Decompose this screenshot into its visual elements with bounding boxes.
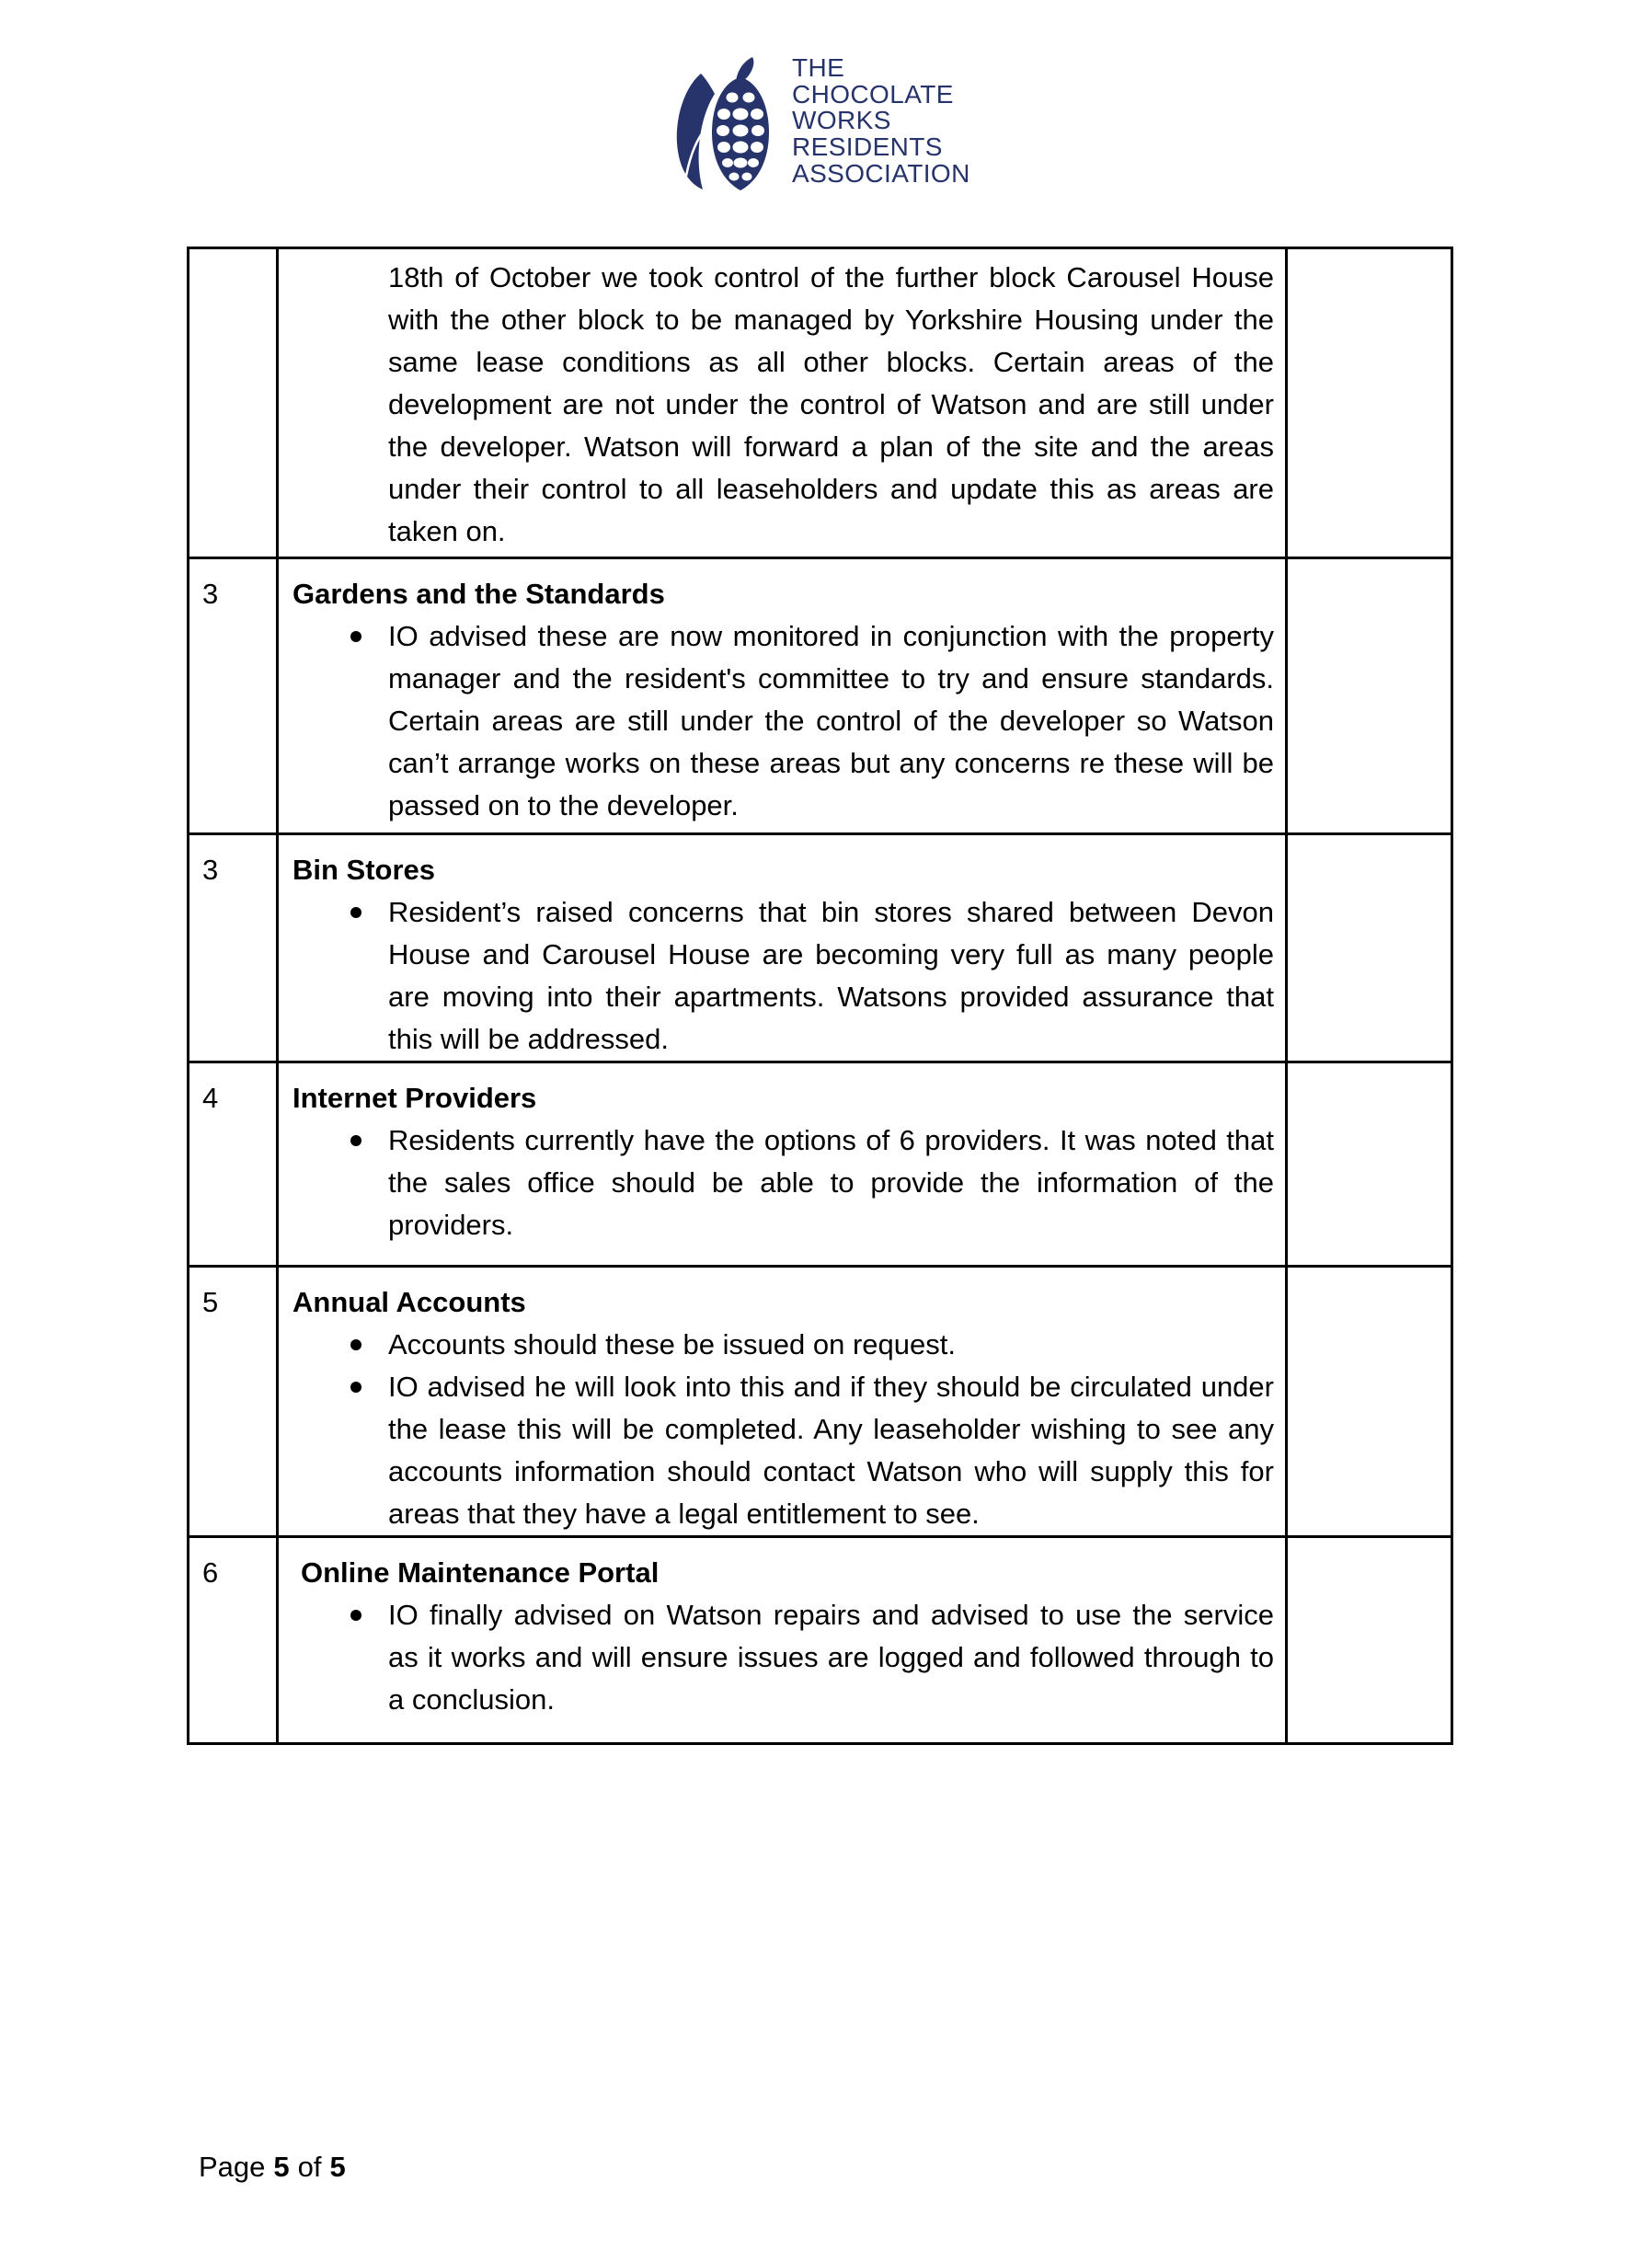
footer-page-label: Page bbox=[199, 2151, 266, 2183]
bullet-list bbox=[293, 615, 1274, 827]
bullet-item: IO advised he will look into this and if they should be circulated under the lease this will be completed. Any leaseholder wishing to see any accounts information should contact Watson who will supply this for areas that they have a legal entitlement to see. bbox=[293, 1366, 1274, 1535]
association-logo bbox=[674, 53, 970, 193]
bullet-item: Residents currently have the options of 6 providers. It was noted that the sales office should be able to provide the information of the providers. bbox=[293, 1119, 1274, 1246]
action-cell bbox=[1287, 1062, 1452, 1267]
minutes-table bbox=[187, 247, 1453, 1745]
bullet-item: Resident’s raised concerns that bin stores shared between Devon House and Carousel House are becoming very full as many people are moving into their apartments. Watsons provided assurance that this will be addressed. bbox=[293, 891, 1274, 1061]
logo-wordmark bbox=[792, 55, 970, 188]
item-body-cell bbox=[278, 1537, 1287, 1744]
bullet-list bbox=[293, 891, 1274, 1061]
item-number-cell: 3 bbox=[189, 834, 278, 1062]
logo-line: THE bbox=[792, 53, 845, 82]
item-body-cell bbox=[278, 1062, 1287, 1267]
table-row bbox=[189, 834, 1452, 1062]
action-cell bbox=[1287, 248, 1452, 558]
cocoa-pod-icon bbox=[674, 53, 772, 193]
bullet-item: IO finally advised on Watson repairs and advised to use the service as it works and will ensure issues are logged and followed through to a conclusion. bbox=[293, 1594, 1274, 1721]
bullet-item: Accounts should these be issued on request. bbox=[293, 1324, 1274, 1366]
logo-line: RESIDENTS bbox=[792, 132, 943, 162]
item-body-cell bbox=[278, 834, 1287, 1062]
action-cell bbox=[1287, 1267, 1452, 1537]
item-heading: Online Maintenance Portal bbox=[301, 1556, 660, 1589]
bullet-item: IO advised these are now monitored in conjunction with the property manager and the resident's committee to try and ensure standards. Certain areas are still under the control of the developer so Watson can’t arrange works on these areas but any concerns re these will be passed on to the developer. bbox=[293, 615, 1274, 827]
logo-line: CHOCOLATE bbox=[792, 79, 954, 109]
item-heading: Gardens and the Standards bbox=[293, 578, 665, 610]
table-row bbox=[189, 1537, 1452, 1744]
item-body-cell bbox=[278, 1267, 1287, 1537]
table-row bbox=[189, 248, 1452, 558]
continuation-paragraph: 18th of October we took control of the further block Carousel House with the other block to be managed by Yorkshire Housing under the same lease conditions as all other blocks. Certain areas of the development are not under the control of Watson and are still under the developer. Watson will forward a plan of the site and the areas under their control to all leaseholders and update this as areas are taken on. bbox=[388, 261, 1274, 547]
item-heading: Bin Stores bbox=[293, 854, 436, 886]
footer-of-label: of bbox=[297, 2151, 322, 2183]
item-body-cell bbox=[278, 248, 1287, 558]
item-number-cell: 3 bbox=[189, 558, 278, 834]
item-number-cell: 6 bbox=[189, 1537, 278, 1744]
bullet-list bbox=[293, 1324, 1274, 1535]
logo-line: WORKS bbox=[792, 106, 891, 135]
table-row bbox=[189, 1062, 1452, 1267]
action-cell bbox=[1287, 1537, 1452, 1744]
action-cell bbox=[1287, 834, 1452, 1062]
footer-page-number: 5 bbox=[273, 2151, 290, 2183]
bullet-list bbox=[293, 1119, 1274, 1246]
action-cell bbox=[1287, 558, 1452, 834]
table-row bbox=[189, 1267, 1452, 1537]
table-row bbox=[189, 558, 1452, 834]
bullet-list bbox=[293, 1594, 1274, 1721]
footer-page-total: 5 bbox=[329, 2151, 346, 2183]
item-heading: Annual Accounts bbox=[293, 1286, 526, 1318]
item-heading: Internet Providers bbox=[293, 1082, 537, 1114]
item-number-cell: 5 bbox=[189, 1267, 278, 1537]
item-body-cell bbox=[278, 558, 1287, 834]
item-number-cell: 4 bbox=[189, 1062, 278, 1267]
logo-line: ASSOCIATION bbox=[792, 158, 970, 188]
item-number-cell bbox=[189, 248, 278, 558]
page-footer bbox=[199, 2150, 346, 2185]
